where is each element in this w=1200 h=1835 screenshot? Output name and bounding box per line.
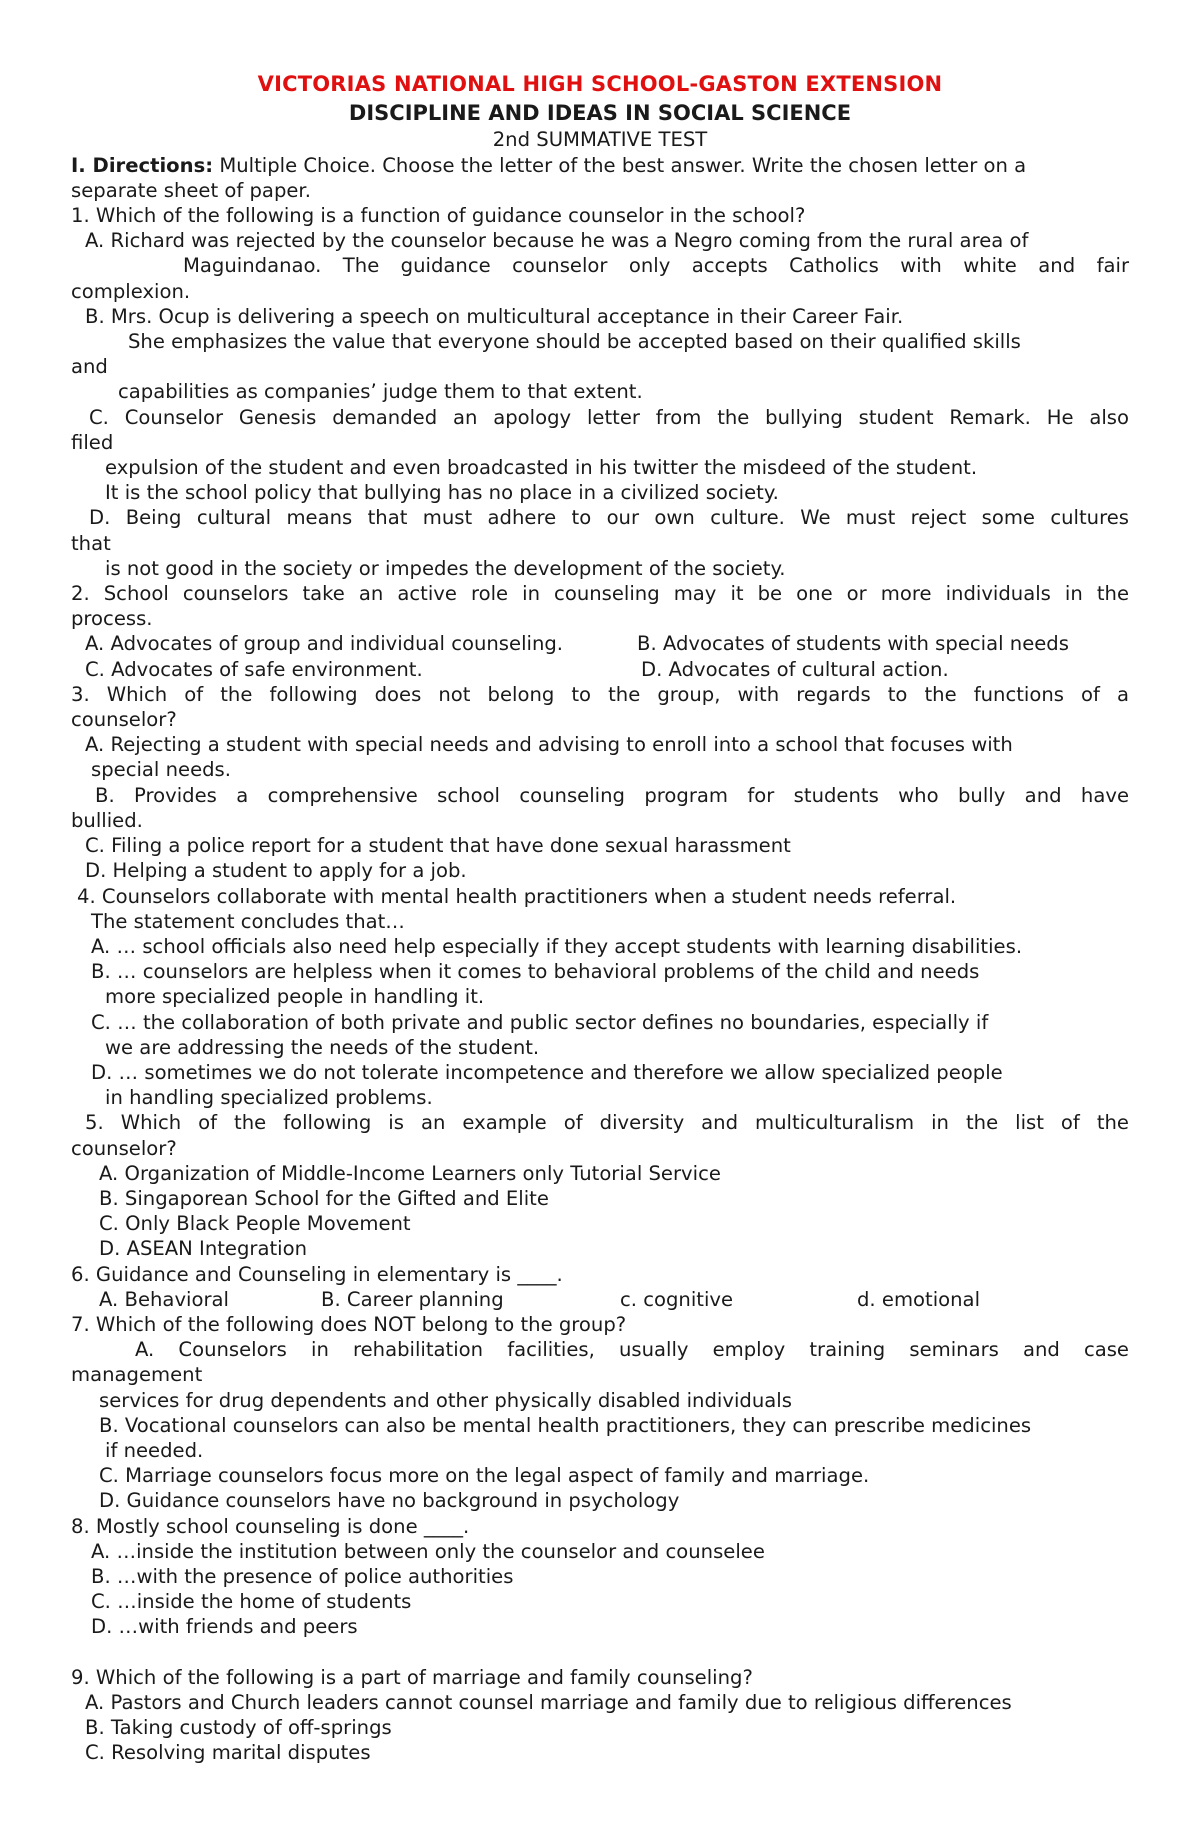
test-title: 2nd SUMMATIVE TEST bbox=[492, 128, 708, 152]
q1-option-b: B. Mrs. Ocup is delivering a speech on multicultural acceptance in their Career Fair. bbox=[85, 304, 904, 328]
q8-option-a: A. …inside the institution between only the counselor and counselee bbox=[91, 1539, 765, 1563]
q3-option-a-continued: special needs. bbox=[91, 758, 231, 782]
q8-option-b: B. …with the presence of police authorities bbox=[91, 1564, 514, 1588]
q1-option-a: A. Richard was rejected by the counselor because he was a Negro coming from the rural area of bbox=[85, 229, 1029, 253]
question-5-stem-continued: counselor? bbox=[71, 1136, 177, 1160]
q1-option-d-wrap: that bbox=[71, 531, 111, 555]
q1-option-d: D. Being cultural means that must adhere to our own culture. We must reject some cultures bbox=[89, 506, 1129, 530]
question-1-stem: 1. Which of the following is a function of guidance counselor in the school? bbox=[71, 204, 806, 228]
question-4-stem-continued: The statement concludes that… bbox=[91, 909, 405, 933]
q1-option-b-continued: She emphasizes the value that everyone should be accepted based on their qualified skills bbox=[128, 330, 1021, 354]
question-4-stem: 4. Counselors collaborate with mental health practitioners when a student needs referral. bbox=[77, 884, 957, 908]
q2-option-a: A. Advocates of group and individual counseling. bbox=[85, 632, 564, 656]
q2-option-d: D. Advocates of cultural action. bbox=[641, 657, 949, 681]
q4-option-d: D. … sometimes we do not tolerate incompetence and therefore we allow specialized people bbox=[91, 1060, 1003, 1084]
q7-option-b: B. Vocational counselors can also be mental health practitioners, they can prescribe medicines bbox=[99, 1413, 1032, 1437]
directions bbox=[71, 153, 1129, 178]
q5-option-a: A. Organization of Middle-Income Learners only Tutorial Service bbox=[99, 1161, 721, 1185]
q9-option-b: B. Taking custody of off-springs bbox=[85, 1716, 392, 1739]
document-page bbox=[71, 72, 1129, 1765]
q3-option-b: B. Provides a comprehensive school counseling program for students who bully and have bbox=[95, 783, 1129, 807]
question-2-stem-continued: process. bbox=[71, 607, 153, 631]
question-3-stem-continued: counselor? bbox=[71, 708, 177, 732]
q2-options-row-1 bbox=[71, 631, 1129, 656]
q4-option-a: A. … school officials also need help especially if they accept students with learning disabilities. bbox=[91, 934, 1023, 958]
q1-option-a-end: complexion. bbox=[71, 279, 191, 303]
directions-continued: separate sheet of paper. bbox=[71, 178, 311, 202]
q5-option-d: D. ASEAN Integration bbox=[99, 1237, 308, 1261]
blank-line bbox=[71, 1640, 1129, 1665]
q6-option-a: A. Behavioral bbox=[99, 1287, 229, 1311]
school-name: VICTORIAS NATIONAL HIGH SCHOOL-GASTON EXTENSION bbox=[257, 72, 943, 96]
question-6-stem: 6. Guidance and Counseling in elementary is ____. bbox=[71, 1262, 563, 1286]
q4-option-c: C. … the collaboration of both private and public sector defines no boundaries, especially if bbox=[91, 1010, 989, 1034]
q6-option-d: d. emotional bbox=[857, 1287, 981, 1311]
q2-option-c: C. Advocates of safe environment. bbox=[85, 657, 423, 681]
question-7-stem: 7. Which of the following does NOT belong to the group? bbox=[71, 1312, 627, 1336]
q9-option-c: C. Resolving marital disputes bbox=[85, 1741, 371, 1765]
directions-text: Multiple Choice. Choose the letter of the best answer. Write the chosen letter on a bbox=[213, 153, 1027, 177]
q8-option-c: C. …inside the home of students bbox=[91, 1590, 412, 1614]
q7-option-b-continued: if needed. bbox=[105, 1438, 204, 1462]
question-3-stem: 3. Which of the following does not belong to the group, with regards to the functions of a bbox=[71, 682, 1129, 706]
q1-option-c-continued: expulsion of the student and even broadcasted in his twitter the misdeed of the student. bbox=[105, 456, 978, 480]
question-2-stem: 2. School counselors take an active role in counseling may it be one or more individuals in the bbox=[71, 582, 1129, 606]
q1-option-d-end: is not good in the society or impedes the development of the society. bbox=[105, 556, 786, 580]
q5-option-c: C. Only Black People Movement bbox=[99, 1212, 411, 1236]
subject-title: DISCIPLINE AND IDEAS IN SOCIAL SCIENCE bbox=[348, 101, 852, 126]
q7-option-a: A. Counselors in rehabilitation facilities, usually employ training seminars and case bbox=[135, 1338, 1129, 1362]
q4-option-b-continued: more specialized people in handling it. bbox=[105, 985, 485, 1009]
q1-option-b-wrap: and bbox=[71, 355, 108, 379]
q7-option-a-wrap: management bbox=[71, 1363, 203, 1387]
q8-option-d: D. …with friends and peers bbox=[91, 1615, 358, 1639]
q2-options-row-2 bbox=[71, 657, 1129, 682]
q6-options-row bbox=[71, 1287, 1129, 1312]
q4-option-b: B. … counselors are helpless when it comes to behavioral problems of the child and needs bbox=[91, 960, 980, 984]
q6-option-c: c. cognitive bbox=[620, 1287, 734, 1311]
q1-option-c-end: It is the school policy that bullying has no place in a civilized society. bbox=[105, 481, 779, 505]
q9-option-a: A. Pastors and Church leaders cannot counsel marriage and family due to religious differences bbox=[85, 1690, 1012, 1714]
question-8-stem: 8. Mostly school counseling is done ____. bbox=[71, 1514, 470, 1538]
q3-option-d: D. Helping a student to apply for a job. bbox=[85, 859, 467, 883]
q4-option-c-continued: we are addressing the needs of the student. bbox=[105, 1035, 540, 1059]
q7-option-a-continued: services for drug dependents and other physically disabled individuals bbox=[99, 1388, 792, 1412]
q1-option-c: C. Counselor Genesis demanded an apology letter from the bullying student Remark. He also bbox=[89, 405, 1129, 429]
q1-option-b-end: capabilities as companies’ judge them to that extent. bbox=[118, 380, 643, 404]
q7-option-d: D. Guidance counselors have no background in psychology bbox=[99, 1489, 680, 1513]
question-5-stem: 5. Which of the following is an example of diversity and multiculturalism in the list of the bbox=[85, 1111, 1129, 1135]
q6-option-b: B. Career planning bbox=[321, 1287, 504, 1311]
q1-option-c-wrap: filed bbox=[71, 430, 114, 454]
q2-option-b: B. Advocates of students with special needs bbox=[637, 632, 1069, 656]
q7-option-c: C. Marriage counselors focus more on the legal aspect of family and marriage. bbox=[99, 1464, 870, 1488]
directions-label: I. Directions: bbox=[71, 153, 214, 177]
q1-option-a-continued: Maguindanao. The guidance counselor only accepts Catholics with white and fair bbox=[183, 254, 1129, 278]
question-9-stem: 9. Which of the following is a part of marriage and family counseling? bbox=[71, 1665, 753, 1689]
q4-option-d-continued: in handling specialized problems. bbox=[105, 1086, 433, 1110]
q5-option-b: B. Singaporean School for the Gifted and Elite bbox=[99, 1186, 549, 1210]
q3-option-c: C. Filing a police report for a student that have done sexual harassment bbox=[85, 834, 791, 858]
q3-option-a: A. Rejecting a student with special needs and advising to enroll into a school that focuses with bbox=[85, 733, 1013, 757]
q3-option-b-continued: bullied. bbox=[71, 808, 143, 832]
